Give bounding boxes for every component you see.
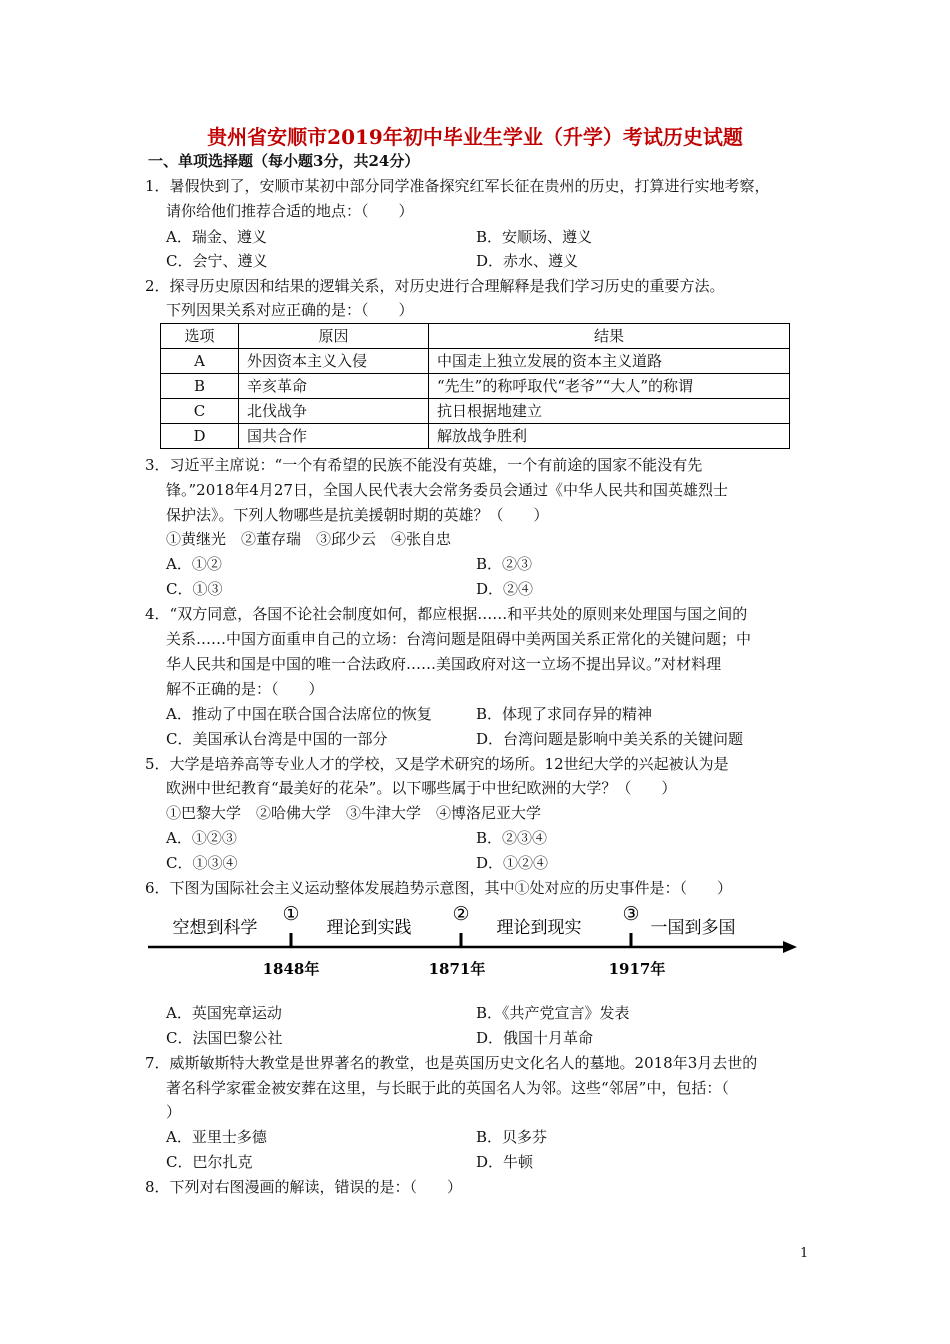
q4-option-c: C．美国承认台湾是中国的一部分 bbox=[166, 730, 388, 748]
timeline-stage-label: 一国到多国 bbox=[650, 918, 736, 937]
q5-option-c: C．①③④ bbox=[166, 854, 238, 872]
q7-option-a: A．亚里士多德 bbox=[166, 1128, 267, 1146]
table-row bbox=[161, 399, 790, 424]
q4-stem-line3: 华人民共和国是中国的唯一合法政府……美国政府对这一立场不提出异议。”对材料理 bbox=[166, 655, 722, 673]
q7-stem-line3: ） bbox=[166, 1103, 182, 1121]
page-title: 贵州省安顺市2019年初中毕业生学业（升学）考试历史试题 bbox=[207, 125, 743, 149]
timeline-marker: ① bbox=[282, 903, 300, 925]
q1-stem-line2: 请你给他们推荐合适的地点：（ ） bbox=[166, 202, 414, 220]
q6-option-a: A．英国宪章运动 bbox=[166, 1004, 282, 1022]
cause-effect-table bbox=[160, 323, 790, 449]
q3-stem-line1: 3．习近平主席说：“一个有希望的民族不能没有英雄，一个有前途的国家不能没有先 bbox=[145, 456, 703, 474]
table-cell: 北伐战争 bbox=[239, 399, 429, 424]
table-header: 结果 bbox=[429, 324, 790, 349]
q7-option-d: D．牛顿 bbox=[476, 1153, 534, 1171]
q7-option-c: C．巴尔扎克 bbox=[166, 1153, 253, 1171]
table-row bbox=[161, 374, 790, 399]
table-cell: D bbox=[161, 424, 239, 449]
timeline-stage-label: 空想到科学 bbox=[172, 918, 258, 937]
q6-option-c: C．法国巴黎公社 bbox=[166, 1029, 283, 1047]
timeline-year: 1917年 bbox=[608, 960, 666, 978]
q6-option-d: D．俄国十月革命 bbox=[476, 1029, 594, 1047]
q4-option-a: A．推动了中国在联合国合法席位的恢复 bbox=[166, 705, 432, 723]
table-cell: 国共合作 bbox=[239, 424, 429, 449]
table-cell: 中国走上独立发展的资本主义道路 bbox=[429, 349, 790, 374]
section-heading: 一、单项选择题（每小题3分，共24分） bbox=[148, 152, 420, 170]
socialism-timeline-diagram bbox=[145, 900, 805, 990]
q5-stem-line2: 欧洲中世纪教育“最美好的花朵”。以下哪些属于中世纪欧洲的大学？（ ） bbox=[166, 779, 677, 797]
q2-stem-line2: 下列因果关系对应正确的是：（ ） bbox=[166, 301, 414, 319]
q4-option-d: D．台湾问题是影响中美关系的关键问题 bbox=[476, 730, 744, 748]
q3-option-c: C．①③ bbox=[166, 580, 223, 598]
q7-stem-line2: 著名科学家霍金被安葬在这里，与长眠于此的英国名人为邻。这些“邻居”中，包括：（ bbox=[166, 1079, 729, 1097]
q1-option-d: D．赤水、遵义 bbox=[476, 252, 579, 270]
timeline-arrowhead bbox=[783, 941, 797, 953]
table-row bbox=[161, 424, 790, 449]
timeline-marker: ② bbox=[452, 903, 470, 925]
q4-stem-line2: 关系……中国方面重申自己的立场：台湾问题是阻碍中美两国关系正常化的关键问题；中 bbox=[166, 630, 752, 648]
timeline-year: 1871年 bbox=[428, 960, 486, 978]
q6-option-b: B．《共产党宣言》发表 bbox=[476, 1004, 630, 1022]
q7-stem-line1: 7．威斯敏斯特大教堂是世界著名的教堂，也是英国历史文化名人的墓地。2018年3月去世的 bbox=[145, 1054, 758, 1072]
q1-option-a: A．瑞金、遵义 bbox=[166, 228, 267, 246]
table-cell: C bbox=[161, 399, 239, 424]
table-header-row bbox=[161, 324, 790, 349]
q3-option-d: D．②④ bbox=[476, 580, 534, 598]
q1-stem-line1: 1．暑假快到了，安顺市某初中部分同学准备探究红军长征在贵州的历史，打算进行实地考察， bbox=[145, 177, 770, 195]
table-cell: 抗日根据地建立 bbox=[429, 399, 790, 424]
timeline-stage-label: 理论到现实 bbox=[496, 918, 582, 937]
q5-stem-line1: 5．大学是培养高等专业人才的学校，又是学术研究的场所。12世纪大学的兴起被认为是 bbox=[145, 755, 729, 773]
q6-stem-line1: 6．下图为国际社会主义运动整体发展趋势示意图，其中①处对应的历史事件是：（ ） bbox=[145, 879, 733, 897]
q4-stem-line1: 4．“双方同意，各国不论社会制度如何，都应根据……和平共处的原则来处理国与国之间的 bbox=[145, 605, 748, 623]
q5-option-b: B．②③④ bbox=[476, 829, 548, 847]
q5-option-a: A．①②③ bbox=[166, 829, 237, 847]
q1-option-b: B．安顺场、遵义 bbox=[476, 228, 593, 246]
table-cell: 外因资本主义入侵 bbox=[239, 349, 429, 374]
q3-stem-line4: ①黄继光 ②董存瑞 ③邱少云 ④张自忠 bbox=[166, 530, 452, 548]
q3-stem-line3: 保护法》。下列人物哪些是抗美援朝时期的英雄？（ ） bbox=[166, 506, 549, 524]
table-cell: 解放战争胜利 bbox=[429, 424, 790, 449]
table-cell: “先生”的称呼取代“老爷”“大人”的称谓 bbox=[429, 374, 790, 399]
q1-option-c: C．会宁、遵义 bbox=[166, 252, 268, 270]
q4-option-b: B．体现了求同存异的精神 bbox=[476, 705, 653, 723]
q3-stem-line2: 锋。”2018年4月27日，全国人民代表大会常务委员会通过《中华人民共和国英雄烈士 bbox=[166, 481, 728, 499]
table-cell: A bbox=[161, 349, 239, 374]
table-row bbox=[161, 349, 790, 374]
timeline-stage-label: 理论到实践 bbox=[326, 918, 412, 937]
q5-stem-line3: ①巴黎大学 ②哈佛大学 ③牛津大学 ④博洛尼亚大学 bbox=[166, 804, 542, 822]
q5-option-d: D．①②④ bbox=[476, 854, 549, 872]
timeline-year: 1848年 bbox=[262, 960, 320, 978]
table-header: 原因 bbox=[239, 324, 429, 349]
q8-stem-line1: 8．下列对右图漫画的解读，错误的是：（ ） bbox=[145, 1178, 463, 1196]
table-cell: B bbox=[161, 374, 239, 399]
table-cell: 辛亥革命 bbox=[239, 374, 429, 399]
timeline-marker: ③ bbox=[622, 903, 640, 925]
q2-stem-line1: 2．探寻历史原因和结果的逻辑关系，对历史进行合理解释是我们学习历史的重要方法。 bbox=[145, 277, 725, 295]
q7-option-b: B．贝多芬 bbox=[476, 1128, 548, 1146]
q4-stem-line4: 解不正确的是：（ ） bbox=[166, 680, 324, 698]
table-header: 选项 bbox=[161, 324, 239, 349]
q3-option-b: B．②③ bbox=[476, 555, 533, 573]
q3-option-a: A．①② bbox=[166, 555, 222, 573]
page-number: 1 bbox=[800, 1246, 809, 1261]
